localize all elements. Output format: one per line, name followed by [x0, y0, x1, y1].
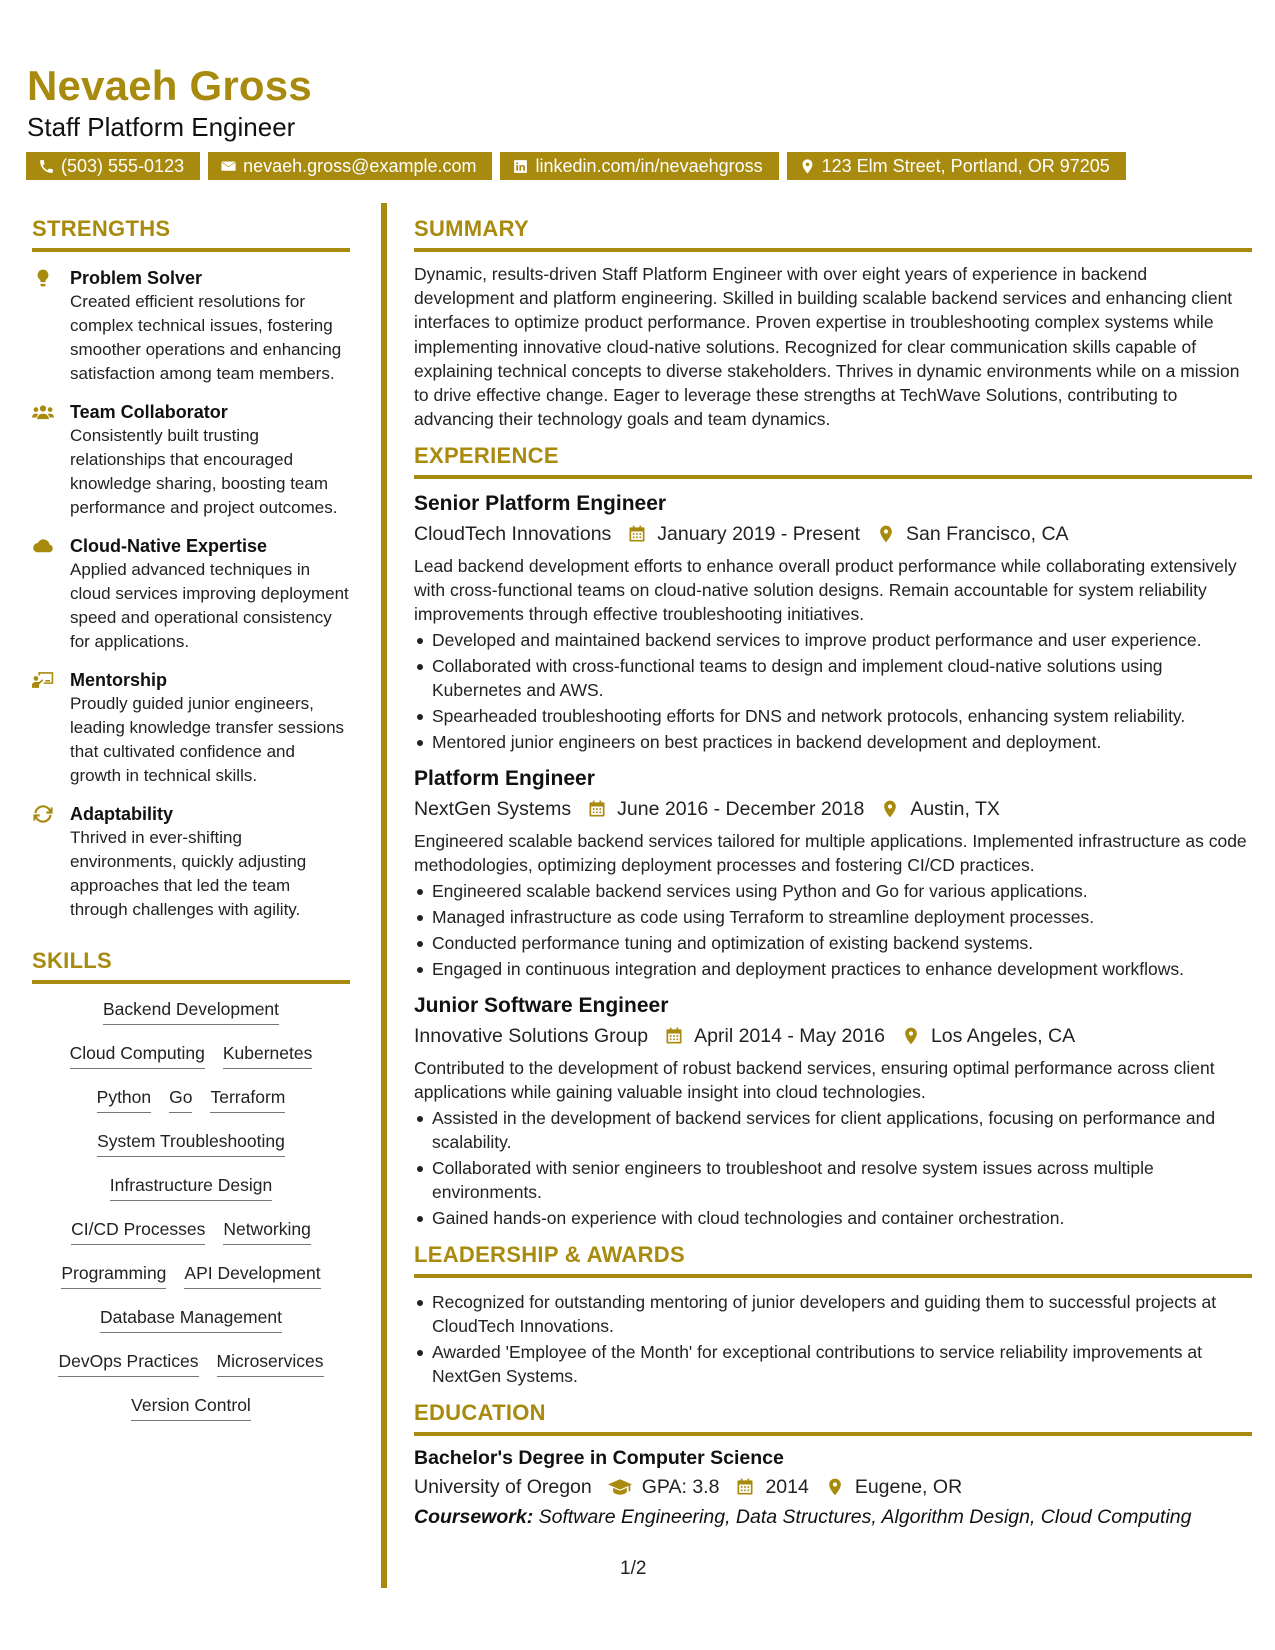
job-meta — [414, 1022, 1252, 1050]
skill-tag: CI/CD Processes — [71, 1218, 205, 1245]
strength-desc: Proudly guided junior engineers, leading knowledge transfer sessions that cultivated confidence and growth in technical skills. — [70, 694, 345, 785]
contact-address-text: 123 Elm Street, Portland, OR 97205 — [821, 156, 1110, 176]
contact-email-text: nevaeh.gross@example.com — [243, 156, 477, 176]
summary-heading: SUMMARY — [414, 216, 1252, 252]
bullet-item: Collaborated with cross-functional teams to design and implement cloud-native solutions using Kubernetes and AWS. — [414, 654, 1252, 702]
candidate-title: Staff Platform Engineer — [27, 112, 296, 142]
job-title: Senior Platform Engineer — [414, 492, 667, 516]
skill-tag: Python — [97, 1086, 151, 1113]
education-heading: EDUCATION — [414, 1400, 1252, 1436]
skill-tag: Networking — [223, 1218, 311, 1245]
contact-phone-text: (503) 555-0123 — [61, 156, 185, 176]
education-year: 2014 — [765, 1476, 809, 1499]
calendar-icon — [627, 524, 647, 544]
strength-title: Mentorship — [70, 670, 167, 690]
job-description: Lead backend development efforts to enhance overall product performance while collaborating extensively with cross-functional teams on cloud-native solution designs. Remain accountable for system reliability improvements through effective troubleshooting initiatives. — [414, 556, 1237, 625]
strength-desc: Applied advanced techniques in cloud services improving deployment speed and operational consistency for applications. — [70, 560, 349, 651]
education-gpa: GPA: 3.8 — [641, 1476, 720, 1499]
contact-phone[interactable] — [26, 152, 200, 180]
phone-icon — [38, 158, 55, 175]
graduation-cap-icon — [608, 1477, 632, 1497]
teacher-icon — [32, 670, 54, 690]
contact-email[interactable] — [208, 152, 492, 180]
job-dates: April 2014 - May 2016 — [694, 1025, 885, 1048]
education-degree: Bachelor's Degree in Computer Science — [414, 1447, 784, 1470]
column-divider — [381, 203, 387, 1588]
strength-item — [32, 534, 350, 654]
job-dates: June 2016 - December 2018 — [617, 798, 865, 821]
location-pin-icon — [825, 1477, 845, 1497]
job-bullets — [414, 879, 1252, 981]
job-dates: January 2019 - Present — [657, 523, 860, 546]
job-location: San Francisco, CA — [906, 523, 1069, 546]
job-bullets — [414, 628, 1252, 754]
bullet-item: Conducted performance tuning and optimization of existing backend systems. — [414, 931, 1252, 955]
calendar-icon — [664, 1026, 684, 1046]
education-location: Eugene, OR — [854, 1476, 963, 1499]
left-column — [32, 216, 350, 1421]
strength-title: Problem Solver — [70, 268, 203, 288]
experience-heading: EXPERIENCE — [414, 443, 1252, 479]
contact-bar — [26, 152, 1126, 180]
bullet-item: Engineered scalable backend services using Python and Go for various applications. — [414, 879, 1252, 903]
bullet-item: Mentored junior engineers on best practices in backend development and deployment. — [414, 730, 1252, 754]
calendar-icon — [735, 1477, 755, 1497]
skill-tag: DevOps Practices — [58, 1350, 198, 1377]
strength-item — [32, 400, 350, 520]
location-pin-icon — [880, 799, 900, 819]
strength-desc: Thrived in ever-shifting environments, quickly adjusting approaches that led the team through challenges with agility. — [70, 828, 307, 919]
education-coursework — [414, 1503, 1252, 1531]
strength-desc: Consistently built trusting relationships that encouraged knowledge sharing, boosting team performance and project outcomes. — [70, 426, 338, 517]
job-entry — [414, 489, 1252, 754]
envelope-icon — [220, 158, 237, 175]
bullet-item: Engaged in continuous integration and deployment practices to enhance development workflows. — [414, 957, 1252, 981]
job-location: Los Angeles, CA — [930, 1025, 1076, 1048]
job-description: Contributed to the development of robust backend services, ensuring optimal performance across client applications while gaining valuable insight into cloud technologies. — [414, 1058, 1215, 1103]
skill-tag: Microservices — [217, 1350, 324, 1377]
bullet-item: Gained hands-on experience with cloud technologies and container orchestration. — [414, 1206, 1252, 1230]
bullet-item: Assisted in the development of backend services for client applications, focusing on performance and scalability. — [414, 1106, 1252, 1154]
job-title: Junior Software Engineer — [414, 994, 669, 1018]
skills-list — [32, 998, 350, 1421]
location-pin-icon — [799, 158, 816, 175]
skill-tag: Programming — [61, 1262, 166, 1289]
skill-tag: System Troubleshooting — [97, 1130, 285, 1157]
leadership-heading: LEADERSHIP & AWARDS — [414, 1242, 1252, 1278]
bullet-item: Developed and maintained backend services to improve product performance and user experience. — [414, 628, 1252, 652]
skill-tag: Database Management — [100, 1306, 282, 1333]
strength-item — [32, 266, 350, 386]
skill-tag: Infrastructure Design — [110, 1174, 272, 1201]
job-bullets — [414, 1106, 1252, 1230]
job-entry — [414, 764, 1252, 981]
job-meta — [414, 795, 1252, 823]
coursework-list: Software Engineering, Data Structures, Algorithm Design, Cloud Computing — [538, 1506, 1192, 1529]
job-location: Austin, TX — [910, 798, 1000, 821]
right-column — [414, 216, 1252, 1531]
education-meta — [414, 1473, 1252, 1501]
users-icon — [32, 402, 54, 422]
sync-icon — [32, 804, 54, 824]
strength-item — [32, 668, 350, 788]
coursework-label: Coursework: — [414, 1506, 534, 1529]
page-number: 1/2 — [620, 1558, 647, 1579]
skill-tag: Go — [169, 1086, 192, 1113]
strength-title: Cloud-Native Expertise — [70, 536, 268, 556]
strengths-heading: STRENGTHS — [32, 216, 350, 252]
summary-text: Dynamic, results-driven Staff Platform Engineer with over eight years of experience in backend development and platform engineering. Skilled in building scalable backend services and enhancing client interfaces to optimize product performance. Proven expertise in troubleshooting complex systems while implementing innovative cloud-native solutions. Recognized for clear communication skills capable of explaining technical concepts to diverse stakeholders. Thrives in dynamic environments while on a mission to drive effective change. Eager to leverage these strengths at TechWave Solutions, contributing to advancing their technology goals and team dynamics. — [414, 264, 1240, 430]
strength-title: Adaptability — [70, 804, 174, 824]
job-entry — [414, 991, 1252, 1230]
candidate-name: Nevaeh Gross — [27, 62, 312, 109]
contact-linkedin[interactable] — [500, 152, 778, 180]
skill-tag: Kubernetes — [223, 1042, 313, 1069]
lightbulb-icon — [32, 268, 54, 288]
skill-tag: Cloud Computing — [70, 1042, 205, 1069]
contact-linkedin-text: linkedin.com/in/nevaehgross — [535, 156, 763, 176]
education-school: University of Oregon — [414, 1476, 592, 1499]
bullet-item: Collaborated with senior engineers to troubleshoot and resolve system issues across multiple environments. — [414, 1156, 1252, 1204]
cloud-icon — [32, 536, 54, 556]
bullet-item: Recognized for outstanding mentoring of junior developers and guiding them to successful projects at CloudTech Innovations. — [414, 1290, 1252, 1338]
location-pin-icon — [876, 524, 896, 544]
calendar-icon — [587, 799, 607, 819]
leadership-bullets — [414, 1290, 1252, 1388]
strength-item — [32, 802, 350, 922]
strength-title: Team Collaborator — [70, 402, 228, 422]
bullet-item: Spearheaded troubleshooting efforts for DNS and network protocols, enhancing system reliability. — [414, 704, 1252, 728]
job-description: Engineered scalable backend services tailored for multiple applications. Implemented infrastructure as code methodologies, optimizing deployment processes and fostering CI/CD practices. — [414, 831, 1247, 876]
job-company: NextGen Systems — [414, 798, 572, 821]
skill-tag: Version Control — [131, 1394, 251, 1421]
job-title: Platform Engineer — [414, 767, 595, 791]
location-pin-icon — [901, 1026, 921, 1046]
linkedin-icon — [512, 158, 529, 175]
bullet-item: Awarded 'Employee of the Month' for exceptional contributions to service reliability improvements at NextGen Systems. — [414, 1340, 1252, 1388]
skill-tag: Backend Development — [103, 998, 279, 1025]
contact-address — [787, 152, 1126, 180]
strength-desc: Created efficient resolutions for complex technical issues, fostering smoother operations and enhancing satisfaction among team members. — [70, 292, 342, 383]
job-meta — [414, 520, 1252, 548]
job-company: CloudTech Innovations — [414, 523, 612, 546]
skill-tag: API Development — [184, 1262, 320, 1289]
skills-heading: SKILLS — [32, 948, 350, 984]
bullet-item: Managed infrastructure as code using Terraform to streamline deployment processes. — [414, 905, 1252, 929]
skill-tag: Terraform — [210, 1086, 285, 1113]
job-company: Innovative Solutions Group — [414, 1025, 649, 1048]
